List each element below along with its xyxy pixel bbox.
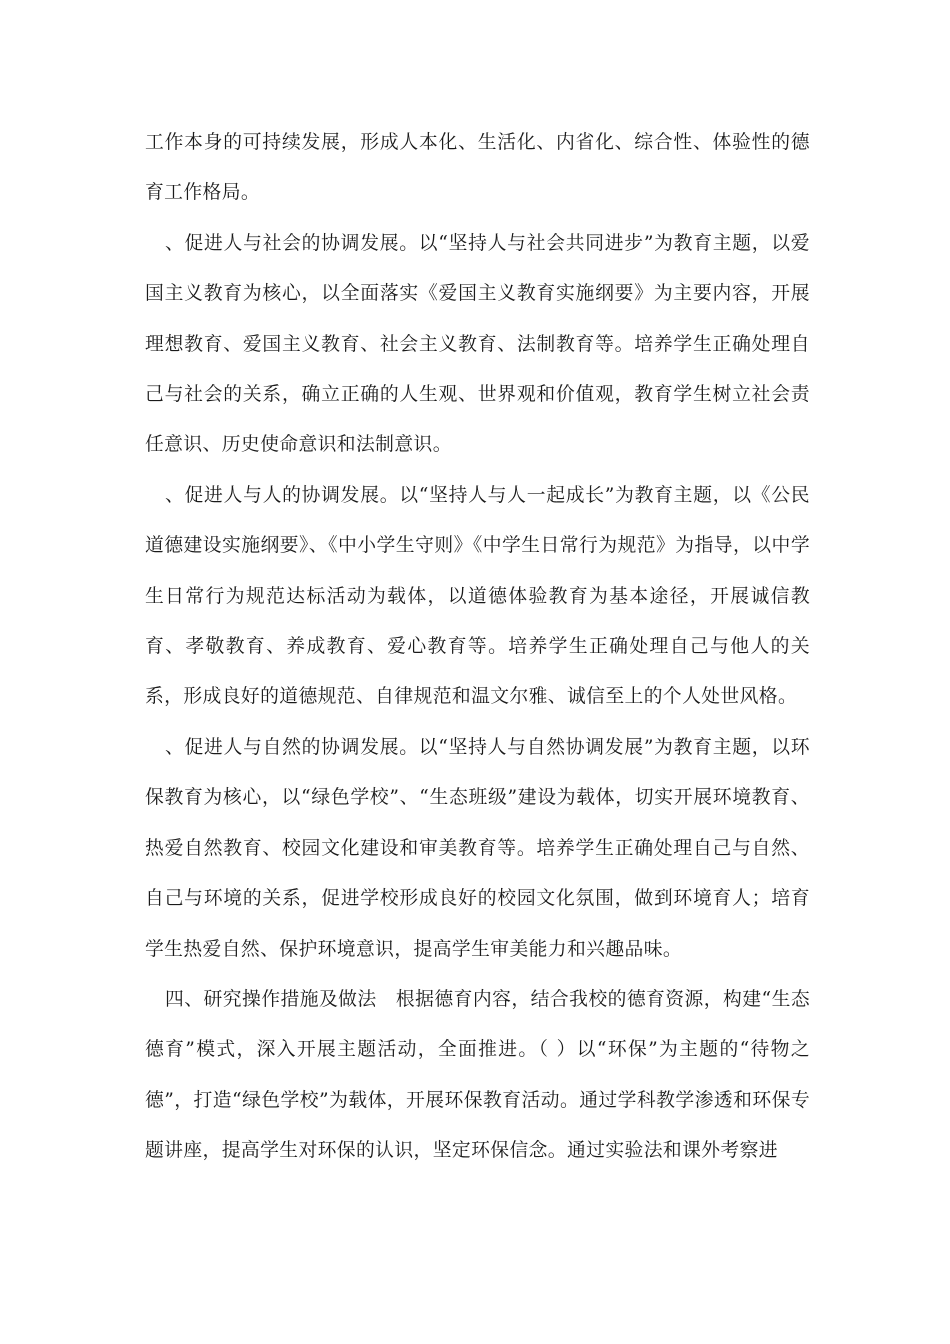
paragraph-people: 、促进人与人的协调发展。以“坚持人与人一起成长”为教育主题，以《公民道德建设实施纲要》、《中小学生守则》《中学生日常行为规范》为指导，以中学生日常行为规范达标活动为载体，以道德体验教育为基本途径，开展诚信教育、孝敬教育、养成教育、爱心教育等。培养学生正确处理自己与他人的关系，形成良好的道德规范、自律规范和温文尔雅、诚信至上的个人处世风格。 (145, 484, 810, 708)
paragraph-continuation: 工作本身的可持续发展，形成人本化、生活化、内省化、综合性、体验性的德育工作格局。 (145, 132, 810, 204)
paragraph-society: 、促进人与社会的协调发展。以“坚持人与社会共同进步”为教育主题，以爱国主义教育为核心，以全面落实《爱国主义教育实施纲要》为主要内容，开展理想教育、爱国主义教育、社会主义教育、法制教育等。培养学生正确处理自己与社会的关系，确立正确的人生观、世界观和价值观，教育学生树立社会责任意识、历史使命意识和法制意识。 (145, 232, 810, 456)
document-body (145, 118, 810, 1177)
paragraph-nature: 、促进人与自然的协调发展。以“坚持人与自然协调发展”为教育主题，以环保教育为核心，以“绿色学校”、“生态班级”建设为载体，切实开展环境教育、热爱自然教育、校园文化建设和审美教育等。培养学生正确处理自己与自然、自己与环境的关系，促进学校形成良好的校园文化氛围，做到环境育人；培育学生热爱自然、保护环境意识，提高学生审美能力和兴趣品味。 (145, 736, 810, 960)
paragraph-section-four: 四、研究操作措施及做法 根据德育内容，结合我校的德育资源，构建“生态德育”模式，深入开展主题活动，全面推进。（ ）以“环保”为主题的“待物之德”，打造“绿色学校”为载体，开展环保教育活动。通过学科教学渗透和环保专题讲座，提高学生对环保的认识，坚定环保信念。通过实验法和课外考察进 (145, 988, 810, 1162)
